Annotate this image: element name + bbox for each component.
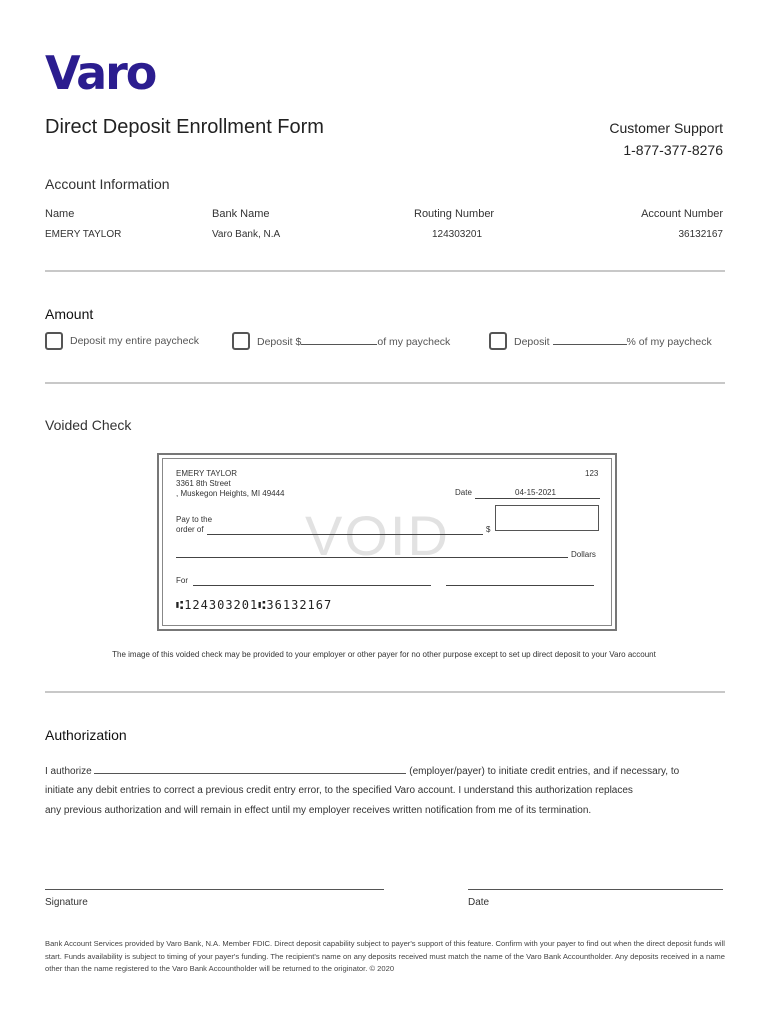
- dollars-label: Dollars: [571, 550, 596, 559]
- divider: [45, 691, 725, 693]
- authorization-prefix: I authorize: [45, 766, 92, 777]
- entire-paycheck-label: Deposit my entire paycheck: [70, 335, 199, 347]
- check-inner-border: [162, 458, 612, 626]
- check-date-label: Date: [455, 488, 472, 497]
- divider: [45, 382, 725, 384]
- fixed-amount-prefix: Deposit $: [257, 336, 302, 348]
- entire-paycheck-checkbox[interactable]: [45, 332, 63, 350]
- pay-to-label-line2: order of: [176, 525, 204, 534]
- amount-heading: Amount: [45, 306, 94, 322]
- authorization-text-line2: initiate any debit entries to correct a previous credit entry error, to the specified Varo account. I understand this authorization replaces: [45, 785, 633, 796]
- name-label: Name: [45, 208, 75, 220]
- micr-line: ⑆124303201⑆36132167: [176, 598, 333, 612]
- fixed-amount-blank[interactable]: [301, 335, 377, 345]
- customer-support-phone[interactable]: 1-877-377-8276: [623, 142, 723, 158]
- divider: [45, 270, 725, 272]
- percent-amount-blank[interactable]: [553, 335, 627, 345]
- account-information-heading: Account Information: [45, 176, 170, 192]
- percent-amount-option: [514, 335, 712, 348]
- authorization-line1-suffix: (employer/payer) to initiate credit entries, and if necessary, to: [409, 766, 680, 777]
- check-date-line: [475, 498, 600, 499]
- account-number-value: 36132167: [678, 229, 723, 240]
- pay-to-label-line1: Pay to the: [176, 515, 213, 524]
- bank-name-value: Varo Bank, N.A: [212, 229, 281, 240]
- fixed-amount-checkbox[interactable]: [232, 332, 250, 350]
- void-watermark: VOID: [305, 504, 450, 567]
- check-address-line1: 3361 8th Street: [176, 479, 231, 488]
- for-label: For: [176, 576, 188, 585]
- amount-box: [495, 505, 599, 531]
- authorization-text-line3: any previous authorization and will remain in effect until my employer receives written notification from me of its termination.: [45, 805, 592, 816]
- check-number: 123: [585, 469, 599, 478]
- date-line[interactable]: [468, 889, 723, 890]
- routing-number-label: Routing Number: [414, 208, 495, 220]
- fixed-amount-option: [257, 335, 450, 348]
- percent-amount-suffix: % of my paycheck: [626, 336, 712, 348]
- percent-amount-checkbox[interactable]: [489, 332, 507, 350]
- varo-logo: Varo: [45, 46, 156, 100]
- account-number-label: Account Number: [641, 208, 723, 220]
- check-date-value: 04-15-2021: [515, 488, 556, 497]
- form-title: Direct Deposit Enrollment Form: [45, 116, 324, 138]
- fixed-amount-suffix: of my paycheck: [377, 336, 451, 348]
- authorization-text-line1: [45, 762, 725, 782]
- percent-amount-prefix: Deposit: [514, 336, 550, 348]
- check-address-line2: , Muskegon Heights, MI 49444: [176, 489, 285, 498]
- signature-line[interactable]: [45, 889, 384, 890]
- check-signature-line: [446, 585, 594, 586]
- dollar-sign: $: [486, 525, 491, 534]
- date-label: Date: [468, 897, 490, 908]
- authorization-heading: Authorization: [45, 727, 127, 743]
- check-holder-name: EMERY TAYLOR: [176, 469, 238, 478]
- voided-check-caption: The image of this voided check may be provided to your employer or other payer for no other purpose except to set up direct deposit to your Varo account: [112, 650, 656, 659]
- payee-line: [207, 534, 483, 535]
- written-amount-line: [176, 557, 568, 558]
- memo-line: [193, 585, 431, 586]
- signature-label: Signature: [45, 897, 88, 908]
- voided-check-image: [157, 453, 617, 631]
- bank-name-label: Bank Name: [212, 208, 270, 220]
- employer-name-blank[interactable]: [94, 764, 406, 774]
- name-value: EMERY TAYLOR: [45, 229, 122, 240]
- routing-number-value: 124303201: [432, 229, 483, 240]
- footer-disclaimer: Bank Account Services provided by Varo Bank, N.A. Member FDIC. Direct deposit capability subject to payer's support of this feature. Confirm with your payer to find out when the direct deposit funds will start. Funds availability is subject to timing of your payer's funding. The recipient's name on any deposits received must match the name of the Varo Bank Accountholder. Any deposits received in a name other than the name registered to the Varo Bank Accountholder will be returned to the originator. © 2020: [45, 939, 725, 973]
- voided-check-heading: Voided Check: [45, 417, 132, 433]
- customer-support-label: Customer Support: [609, 120, 723, 136]
